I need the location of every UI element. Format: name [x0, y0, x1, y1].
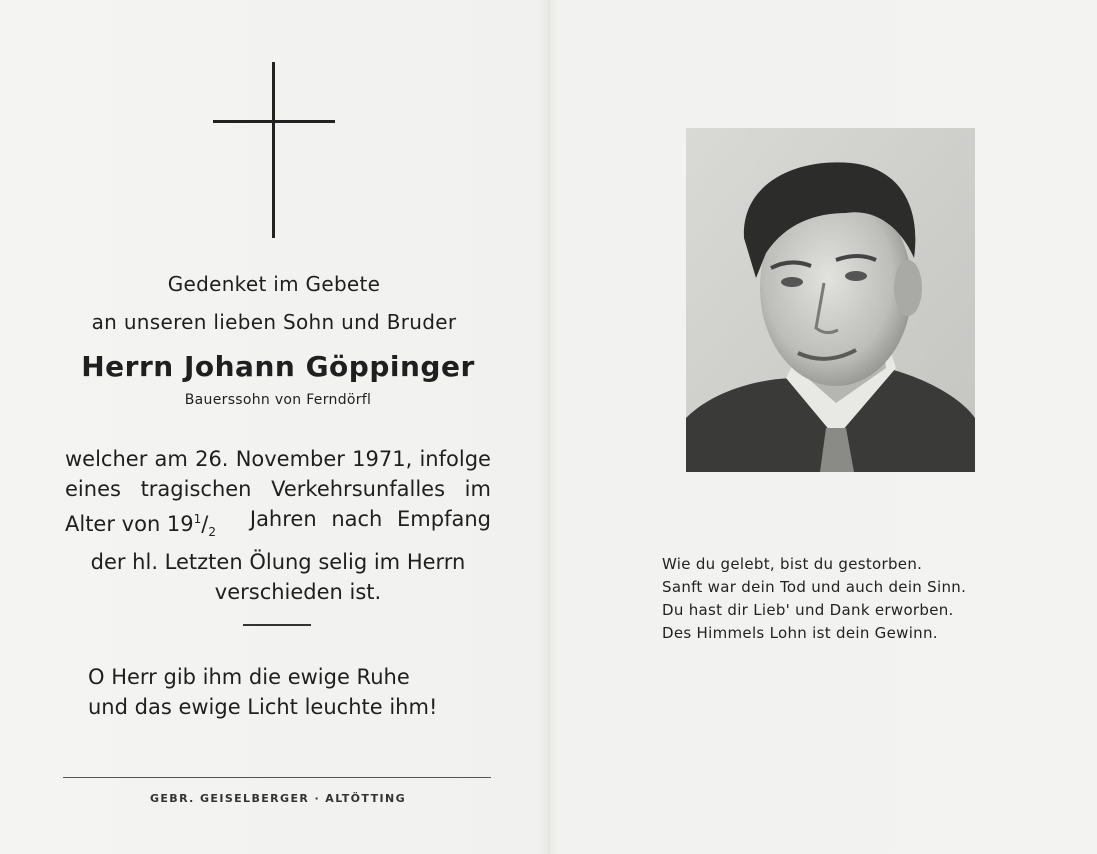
cross-icon: [272, 62, 275, 238]
deceased-subtitle: Bauerssohn von Ferndörfl: [184, 392, 372, 408]
word: November: [235, 447, 345, 471]
portrait-photo: [686, 128, 975, 472]
paragraph-line-4: der hl. Letzten Ölung selig im Herrn: [90, 550, 466, 575]
word: am: [154, 447, 188, 471]
death-notice-paragraph: [65, 444, 491, 607]
divider-bottom: [63, 777, 491, 778]
poem-line: Wie du gelebt, bist du gestorben.: [662, 555, 923, 573]
divider-short: [243, 624, 311, 626]
fraction-numerator: 1: [193, 512, 202, 526]
word: tragischen: [140, 477, 252, 501]
paragraph-line-3: [65, 504, 491, 547]
poem-line: Du hast dir Lieb' und Dank erworben.: [662, 601, 954, 619]
age-suffix: Jahren nach Empfang: [249, 507, 491, 531]
fraction-slash: /: [201, 512, 209, 536]
poem: [662, 553, 966, 645]
word: welcher: [65, 447, 148, 471]
poem-line: Des Himmels Lohn ist dein Gewinn.: [662, 624, 938, 642]
prayer-line-2: und das ewige Licht leuchte ihm!: [88, 695, 438, 719]
age-prefix: Alter von 19: [65, 512, 194, 536]
word: Verkehrsunfalles: [271, 477, 446, 501]
intro-line-2: an unseren lieben Sohn und Bruder: [91, 310, 457, 334]
printer-imprint: GEBR. GEISELBERGER · ALTÖTTING: [149, 792, 407, 805]
intro-line-1: Gedenket im Gebete: [167, 272, 381, 296]
prayer: [88, 662, 437, 722]
word: 1971,: [352, 447, 413, 471]
word: im: [464, 477, 491, 501]
paragraph-line-2: [65, 474, 491, 504]
paragraph-line-5: verschieden ist.: [214, 580, 382, 605]
fold-line: [548, 0, 550, 854]
poem-line: Sanft war dein Tod und auch dein Sinn.: [662, 578, 967, 596]
cross-icon-bar: [213, 120, 335, 123]
age-text: [65, 504, 216, 547]
word: eines: [65, 477, 121, 501]
deceased-name: Herrn Johann Göppinger: [81, 350, 475, 383]
paragraph-line-1: [65, 444, 491, 474]
word: 26.: [195, 447, 229, 471]
prayer-line-1: O Herr gib ihm die ewige Ruhe: [88, 665, 410, 689]
word: infolge: [419, 447, 491, 471]
fraction-denominator: 2: [208, 525, 217, 540]
